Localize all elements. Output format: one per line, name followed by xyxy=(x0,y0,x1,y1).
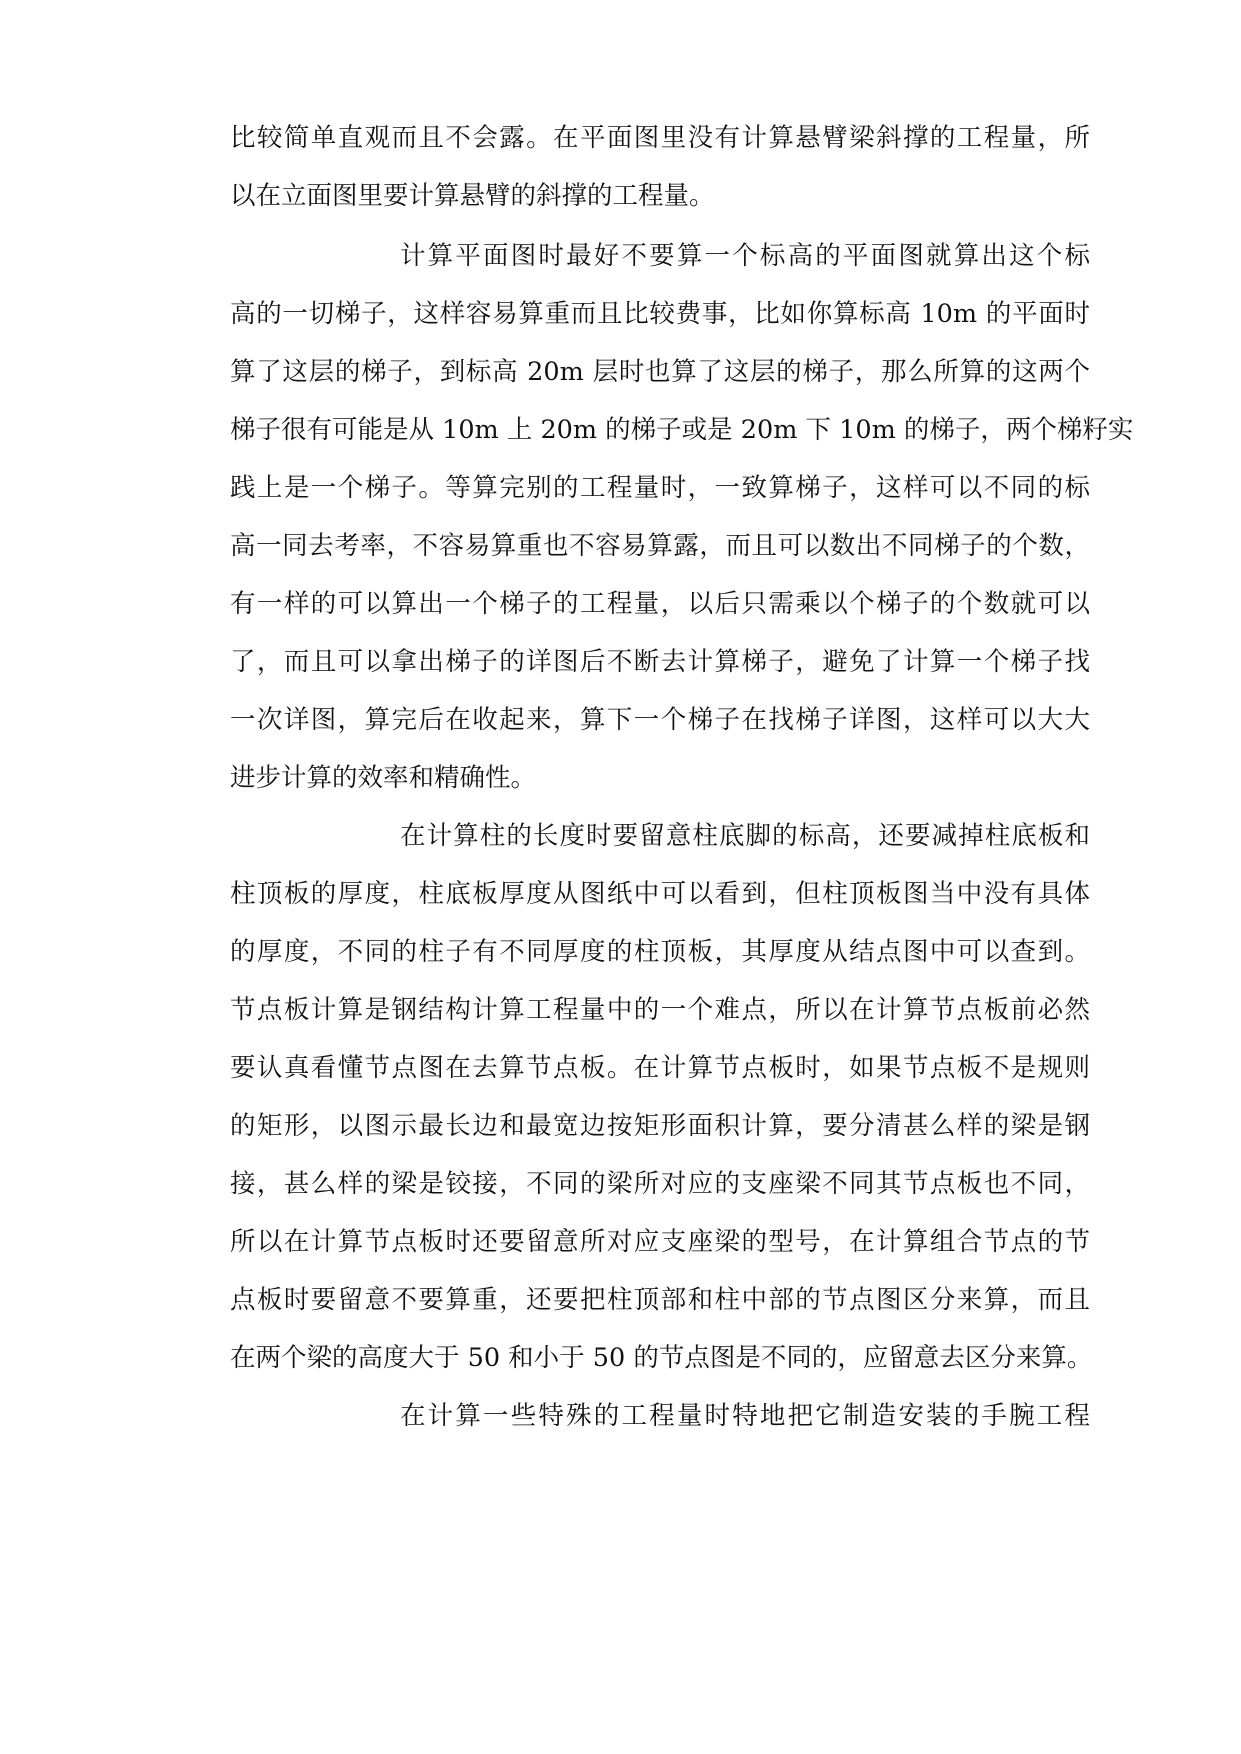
text-line-23: 在计算一些特殊的工程量时特地把它制造安装的手腕工程 xyxy=(400,1401,1090,1431)
text-line-2: 以在立面图里要计算悬臂的斜撑的工程量。 xyxy=(230,181,715,211)
text-line-14: 柱顶板的厚度，柱底板厚度从图纸中可以看到，但柱顶板图当中没有具体 xyxy=(230,879,1090,909)
text-line-12: 进步计算的效率和精确性。 xyxy=(230,763,537,793)
text-line-9: 有一样的可以算出一个梯子的工程量，以后只需乘以个梯子的个数就可以 xyxy=(230,589,1090,619)
text-line-20: 所以在计算节点板时还要留意所对应支座梁的型号，在计算组合节点的节 xyxy=(230,1227,1090,1257)
text-line-22: 在两个梁的高度大于 50 和小于 50 的节点图是不同的，应留意去区分来算。 xyxy=(230,1343,1093,1373)
text-line-17: 要认真看懂节点图在去算节点板。在计算节点板时，如果节点板不是规则 xyxy=(230,1053,1090,1083)
text-line-18: 的矩形，以图示最长边和最宽边按矩形面积计算，要分清甚么样的梁是钢 xyxy=(230,1111,1090,1141)
text-line-15: 的厚度，不同的柱子有不同厚度的柱顶板，其厚度从结点图中可以查到。 xyxy=(230,937,1090,967)
text-line-13: 在计算柱的长度时要留意柱底脚的标高，还要减掉柱底板和 xyxy=(400,821,1090,851)
text-line-11: 一次详图，算完后在收起来，算下一个梯子在找梯子详图，这样可以大大 xyxy=(230,705,1090,735)
text-line-3: 计算平面图时最好不要算一个标高的平面图就算出这个标 xyxy=(400,241,1090,271)
text-line-5: 算了这层的梯子，到标高 20m 层时也算了这层的梯子，那么所算的这两个 xyxy=(230,357,1090,387)
text-line-16: 节点板计算是钢结构计算工程量中的一个难点，所以在计算节点板前必然 xyxy=(230,995,1090,1025)
text-line-10: 了，而且可以拿出梯子的详图后不断去计算梯子，避免了计算一个梯子找 xyxy=(230,647,1090,677)
text-line-21: 点板时要留意不要算重，还要把柱顶部和柱中部的节点图区分来算，而且 xyxy=(230,1285,1090,1315)
text-line-7: 践上是一个梯子。等算完别的工程量时，一致算梯子，这样可以不同的标 xyxy=(230,473,1090,503)
text-line-6: 梯子很有可能是从 10m 上 20m 的梯子或是 20m 下 10m 的梯子，两个梯籽实 xyxy=(230,415,1134,445)
text-line-8: 高一同去考率，不容易算重也不容易算露，而且可以数出不同梯子的个数， xyxy=(230,531,1090,561)
text-line-19: 接，甚么样的梁是铰接，不同的梁所对应的支座梁不同其节点板也不同， xyxy=(230,1169,1090,1199)
text-line-4: 高的一切梯子，这样容易算重而且比较费事，比如你算标高 10m 的平面时 xyxy=(230,299,1090,329)
text-line-1: 比较简单直观而且不会露。在平面图里没有计算悬臂梁斜撑的工程量，所 xyxy=(230,123,1090,153)
